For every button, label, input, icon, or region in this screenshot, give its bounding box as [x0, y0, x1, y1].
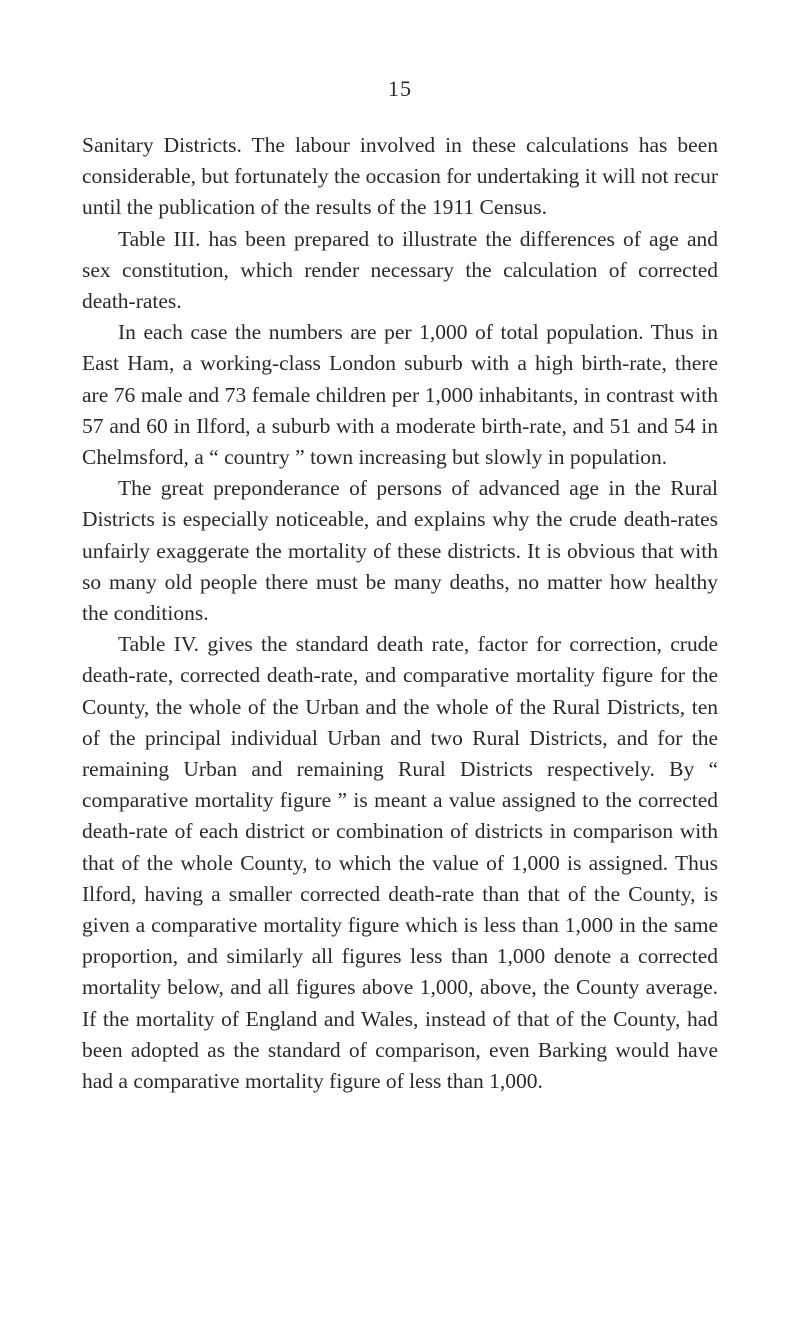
paragraph-1: Sanitary Districts. The labour involved in these calculations has been considerable, but fortunately the occasion for undertaking it will not recur until the publication of the results of the 1911 Census.	[82, 133, 718, 220]
paragraph-2: Table III. has been prepared to illustrate the differences of age and sex constitution, which render necessary the calculation of corrected death-rates.	[82, 226, 718, 314]
paragraph-5: Table IV. gives the standard death rate, factor for correction, crude death-rate, corrected death-rate, and comparative mortality figure for the County, the whole of the Urban and the whole of the Rural Districts, ten of the principal individual Urban and two Rural Districts, and for the remaining Urban and remaining Rural Districts respectively. By “ comparative mortality figure ” is meant a value assigned to the corrected death-rate of each district or combination of districts in comparison with that of the whole County, to which the value of 1,000 is assigned. Thus Ilford, having a smaller corrected death-rate than that of the County, is given a comparative mortality figure which is less than 1,000 in the same proportion, and similarly all figures less than 1,000 denote a corrected mortality below, and all figures above 1,000, above, the County average. If the mortality of England and Wales, instead of that of the County, had been adopted as the standard of comparison, even Barking would have had a comparative mortality figure of less than 1,000.	[82, 632, 718, 1094]
paragraph-4: The great preponderance of persons of advanced age in the Rural Districts is especially noticeable, and explains why the crude death-rates unfairly exaggerate the mortality of these districts. It is obvious that with so many old people there must be many deaths, no matter how healthy the conditions.	[82, 476, 718, 626]
page-number: 15	[388, 76, 412, 101]
body-text	[82, 130, 718, 1097]
paragraph-3: In each case the numbers are per 1,000 of total population. Thus in East Ham, a working-class London suburb with a high birth-rate, there are 76 male and 73 female children per 1,000 inhabitants, in contrast with 57 and 60 in Ilford, a suburb with a moderate birth-rate, and 51 and 54 in Chelmsford, a “ country ” town increasing but slowly in population.	[82, 320, 718, 470]
